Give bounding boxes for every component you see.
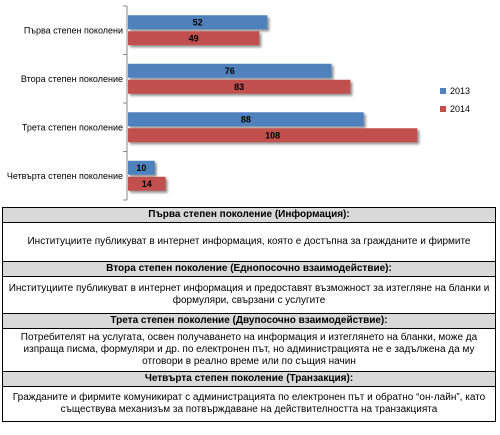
generation-2-header-row (3, 262, 496, 277)
data-label: 88 (240, 114, 251, 125)
generation-1-body-row (3, 223, 496, 262)
generation-2-description: Институциите публикуват в интернет информация и предоставят възможност за изтегляне на бланки и формуляри, свързани с услугите (3, 277, 496, 314)
data-label: 52 (192, 17, 203, 28)
bar-chart (0, 0, 500, 205)
generations-table (2, 207, 496, 422)
data-label: 76 (224, 65, 235, 76)
legend-label: 2013 (450, 86, 471, 96)
generation-3-description: Потребителят на услугата, освен получаването на информация и изтеглянето на бланки, може да изпраща писма, формуляри и др. по електронен път, но администрацията не е задължена да му отговори в реално време или по същия начин (3, 329, 496, 372)
legend-label: 2014 (450, 104, 471, 114)
generation-1-title: Първа степен поколение (Информация): (3, 208, 496, 223)
generation-3-header-row (3, 314, 496, 329)
generation-1-description: Институциите публикуват в интернет информация, която е достъпна за гражданите и фирмите (3, 223, 496, 262)
legend-swatch (440, 106, 446, 112)
legend (440, 86, 470, 114)
category-label: Четвърта степен поколение (6, 170, 123, 181)
generation-3-title: Трета степен поколение (Двупосочно взаимодействие): (3, 314, 496, 329)
category-label: Трета степен поколение (21, 122, 123, 133)
generation-1-header-row (3, 208, 496, 223)
category-label: Втора степен поколение (20, 73, 123, 84)
generation-4-title: Четвърта степен поколение (Транзакция): (3, 372, 496, 387)
generation-4-description: Гражданите и фирмите комуникират с администрацията по електронен път и обратно “он-лайн”, като съществува механизъм за потвърждаване на действителността на транзакцията (3, 387, 496, 422)
data-label: 49 (188, 33, 199, 44)
generation-4-header-row (3, 372, 496, 387)
data-label: 14 (141, 178, 152, 189)
generation-2-body-row (3, 277, 496, 314)
bars-group (128, 15, 417, 191)
category-axis-ticks (123, 6, 127, 200)
generation-3-body-row (3, 329, 496, 372)
data-label: 108 (265, 130, 281, 141)
data-label: 83 (234, 81, 245, 92)
generation-2-title: Втора степен поколение (Еднопосочно взаимодействие): (3, 262, 496, 277)
chart-canvas (0, 0, 500, 205)
data-label: 10 (136, 162, 147, 173)
generation-4-body-row (3, 387, 496, 422)
legend-swatch (440, 88, 446, 94)
category-label: Първа степен поколени (23, 25, 123, 36)
